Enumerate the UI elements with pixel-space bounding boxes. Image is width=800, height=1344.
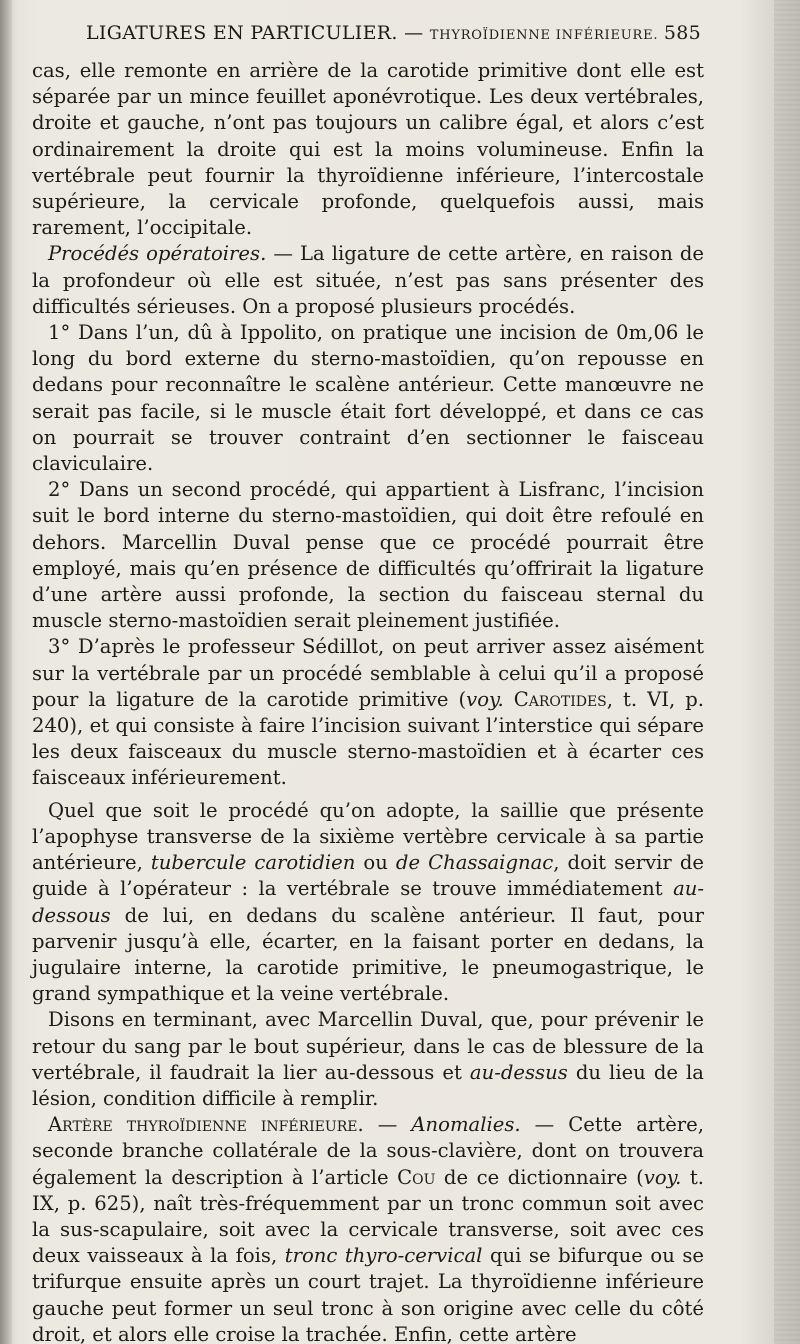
cross-reference-cou: Cou <box>397 1165 436 1189</box>
section-heading-thyroidienne: Artère thyroïdienne inférieure. <box>48 1113 364 1137</box>
paragraph-procedes-operatoires: Procédés opératoires. — La ligature de cette artère, en raison de la profondeur où elle est située, n’est pas sans présenter des difficultés sérieuses. On a proposé plusieurs procédés. <box>32 242 704 318</box>
paragraph-guide-operateur: Quel que soit le procédé qu’on adopte, la saillie que présente l’apophyse transverse de la sixième vertèbre cervicale à sa partie antérieure, tubercule carotidien ou de Chassaignac, doit servir de guide à l’opérateur : la vertébrale se trouve immédiatement au-dessous de lui, en dedans du scalène antérieur. Il faut, pour parvenir jusqu’à elle, écarter, en la faisant porter en dedans, la jugulaire interne, la carotide primitive, le pneumogastrique, le grand sympathique et la veine vertébrale. <box>32 798 704 1006</box>
body-text <box>32 58 704 1344</box>
section-title: THYROÏDIENNE INFÉRIEURE. <box>429 28 659 43</box>
paragraph-vertebrale-origins: cas, elle remonte en arrière de la carotide primitive dont elle est séparée par un mince feuillet aponévrotique. Les deux vertébrales, droite et gauche, n’ont pas toujours un calibre égal, et alors c’est ordinairement la droite qui est la moins volumineuse. Enfin la vertébrale peut fournir la thyroïdienne inférieure, l’intercostale supérieure, la cervicale profonde, quelquefois aussi, mais rarement, l’occipitale. <box>32 59 704 240</box>
cross-reference-carotides: Carotides <box>513 687 607 711</box>
paragraph-procede-sedillot: 3° D’après le professeur Sédillot, on peut arriver assez aisément sur la vertébrale par un procédé semblable à celui qu’il a proposé pour la ligature de la carotide primitive (voy. Carotides, t. VI, p. 240), et qui consiste à faire l’incision suivant l’interstice qui sépare les deux faisceaux du muscle sterno-mastoïdien et à écarter ces faisceaux inférieurement. <box>32 635 705 790</box>
subheading-anomalies: Anomalies. <box>411 1113 521 1137</box>
page-edge <box>774 0 800 1344</box>
running-header <box>86 20 701 50</box>
running-title: LIGATURES EN PARTICULIER. — THYROÏDIENNE INFÉRIEURE. <box>86 22 659 44</box>
paragraph-thyroidienne-inferieure: Artère thyroïdienne inférieure. — Anomalies. — Cette artère, seconde branche collatérale de la sous-clavière, dont on trouvera également la description à l’article Cou de ce dictionnaire (voy. t. IX, p. 625), naît très-fréquemment par un tronc commun soit avec la sus-scapulaire, soit avec la cervicale transverse, soit avec ces deux vaisseaux à la fois, tronc thyro-cervical qui se bifurque ou se trifurque ensuite après un court trajet. La thyroïdienne inférieure gauche peut former un seul tronc à son origine avec celle du côté droit, et alors elle croise la trachée. Enfin, cette artère <box>32 1113 704 1344</box>
page-number: 585 <box>663 22 701 44</box>
paragraph-procede-ippolito: 1° Dans l’un, dû à Ippolito, on pratique une incision de 0m,06 le long du bord externe du sterno-mastoïdien, qu’on repousse en dedans pour reconnaître le scalène antérieur. Cette manœuvre ne serait pas facile, si le muscle était fort développé, et dans ce cas on pourrait se trouver contraint d’en sectionner le faisceau claviculaire. <box>32 321 704 476</box>
page-gutter-shadow <box>0 0 12 1344</box>
subheading-procedes: Procédés opératoires. <box>48 242 267 266</box>
paragraph-conclusion: Disons en terminant, avec Marcellin Duval, que, pour prévenir le retour du sang par le bout supérieur, dans le cas de blessure de la vertébrale, il faudrait la lier au-dessous et au-dessus du lieu de la lésion, condition difficile à remplir. <box>32 1008 704 1110</box>
paragraph-procede-lisfranc: 2° Dans un second procédé, qui appartient à Lisfranc, l’incision suit le bord interne du sterno-mastoïdien, qui doit être refoulé en dehors. Marcellin Duval pense que ce procédé pourrait être employé, mais qu’en présence de difficultés qu’offrirait la ligature d’une artère aussi profonde, la section du faisceau sternal du muscle sterno-mastoïdien serait pleinement justifiée. <box>32 478 704 633</box>
